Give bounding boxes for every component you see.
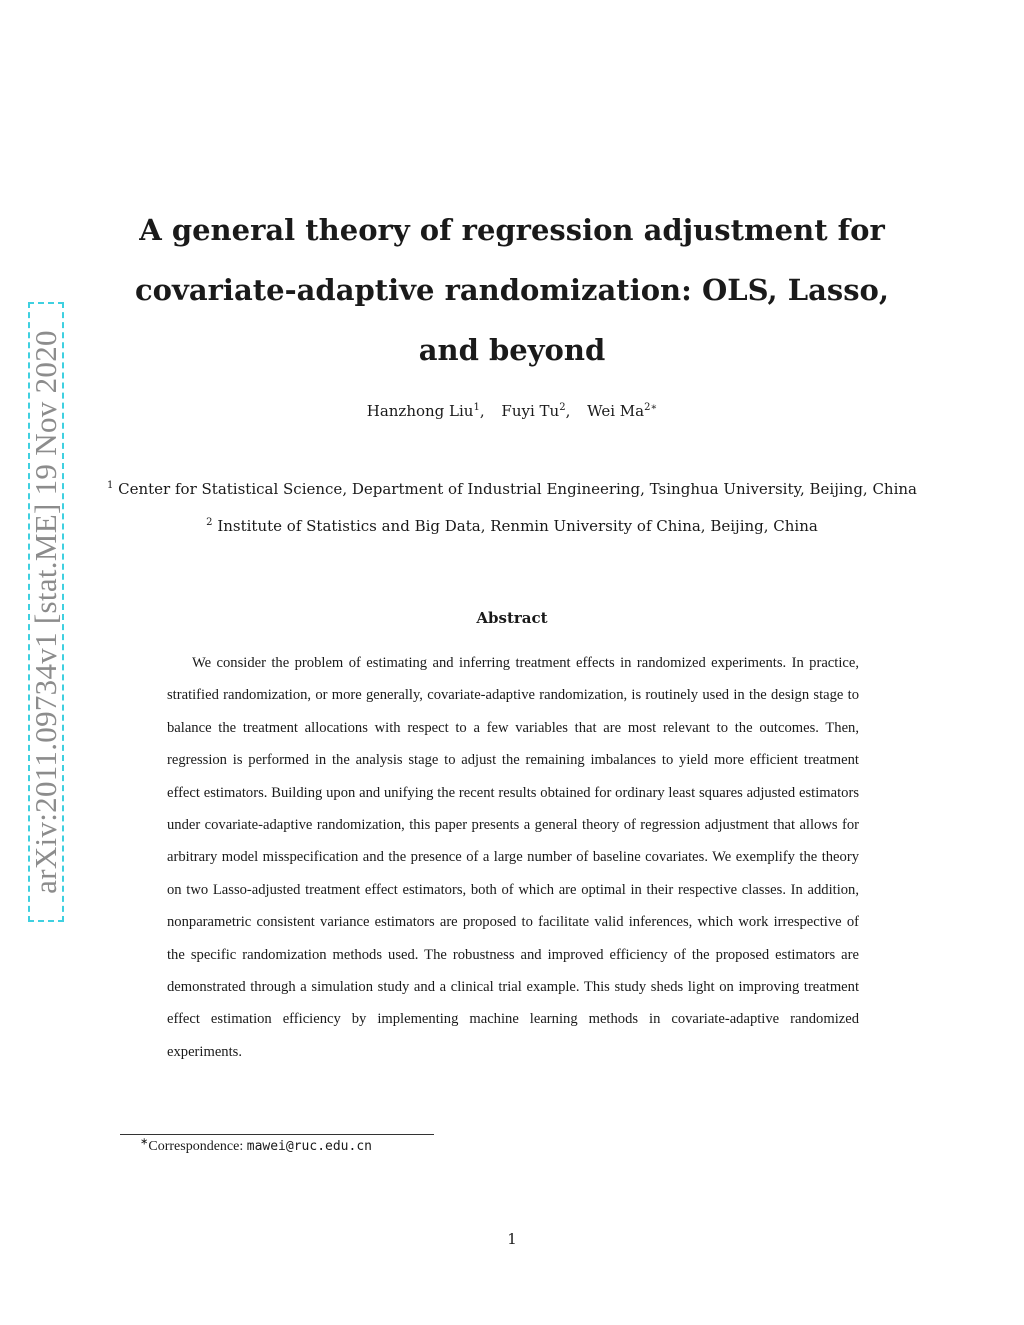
abstract-text: We consider the problem of estimating and inferring treatment effects in randomized experiments. In practice, stratified randomization, or more generally, covariate-adaptive randomization, is routinely used in the design stage to balance the treatment allocations with respect to a few variables that are most relevant to the outcomes. Then, regression is performed in the analysis stage to adjust the remaining imbalances to yield more efficient treatment effect estimators. Building upon and unifying the recent results obtained for ordinary least squares adjusted estimators under covariate-adaptive randomization, this paper presents a general theory of regression adjustment that allows for arbitrary model misspecification and the presence of a large number of baseline covariates. We exemplify the theory on two Lasso-adjusted treatment effect estimators, both of which are optimal in their respective classes. In addition, nonparametric consistent variance estimators are proposed to facilitate valid inferences, which work irrespective of the specific randomization methods used. The robustness and improved efficiency of the proposed estimators are demonstrated through a simulation study and a clinical trial example. This study sheds light on improving treatment effect estimation efficiency by implementing machine learning methods in covariate-adaptive randomized experiments. xyxy=(167,655,859,1060)
abstract-heading: Abstract xyxy=(476,609,548,627)
arxiv-id: arXiv:2011.09734v1 [stat.ME] 19 Nov 2020 xyxy=(28,330,63,894)
author-list xyxy=(0,402,1024,420)
footnote-rule xyxy=(120,1134,434,1135)
author: Hanzhong Liu$^1$, xyxy=(366,402,485,420)
page-number: 1 xyxy=(507,1230,517,1248)
author: Wei $Ma^{2∗}$ xyxy=(587,402,658,420)
paper-title: A general theory of regression adjustment for covariate-adaptive randomization: OLS, Lasso, and beyond xyxy=(135,213,889,367)
affiliation: $^2$ Institute of Statistics and Big Data, Renmin University of China, Beijing, China xyxy=(206,517,818,535)
affiliation: $^1$ Center for Statistical Science, Department of Industrial Engineering, Tsinghua University, Beijing, China xyxy=(106,480,917,498)
footnote: ∗Correspondence: mawei@ruc.edu.cn xyxy=(140,1136,372,1154)
author: Fuyi Tu$^2$, xyxy=(501,402,571,420)
correspondence-email[interactable]: mawei@ruc.edu.cn xyxy=(246,1139,372,1154)
